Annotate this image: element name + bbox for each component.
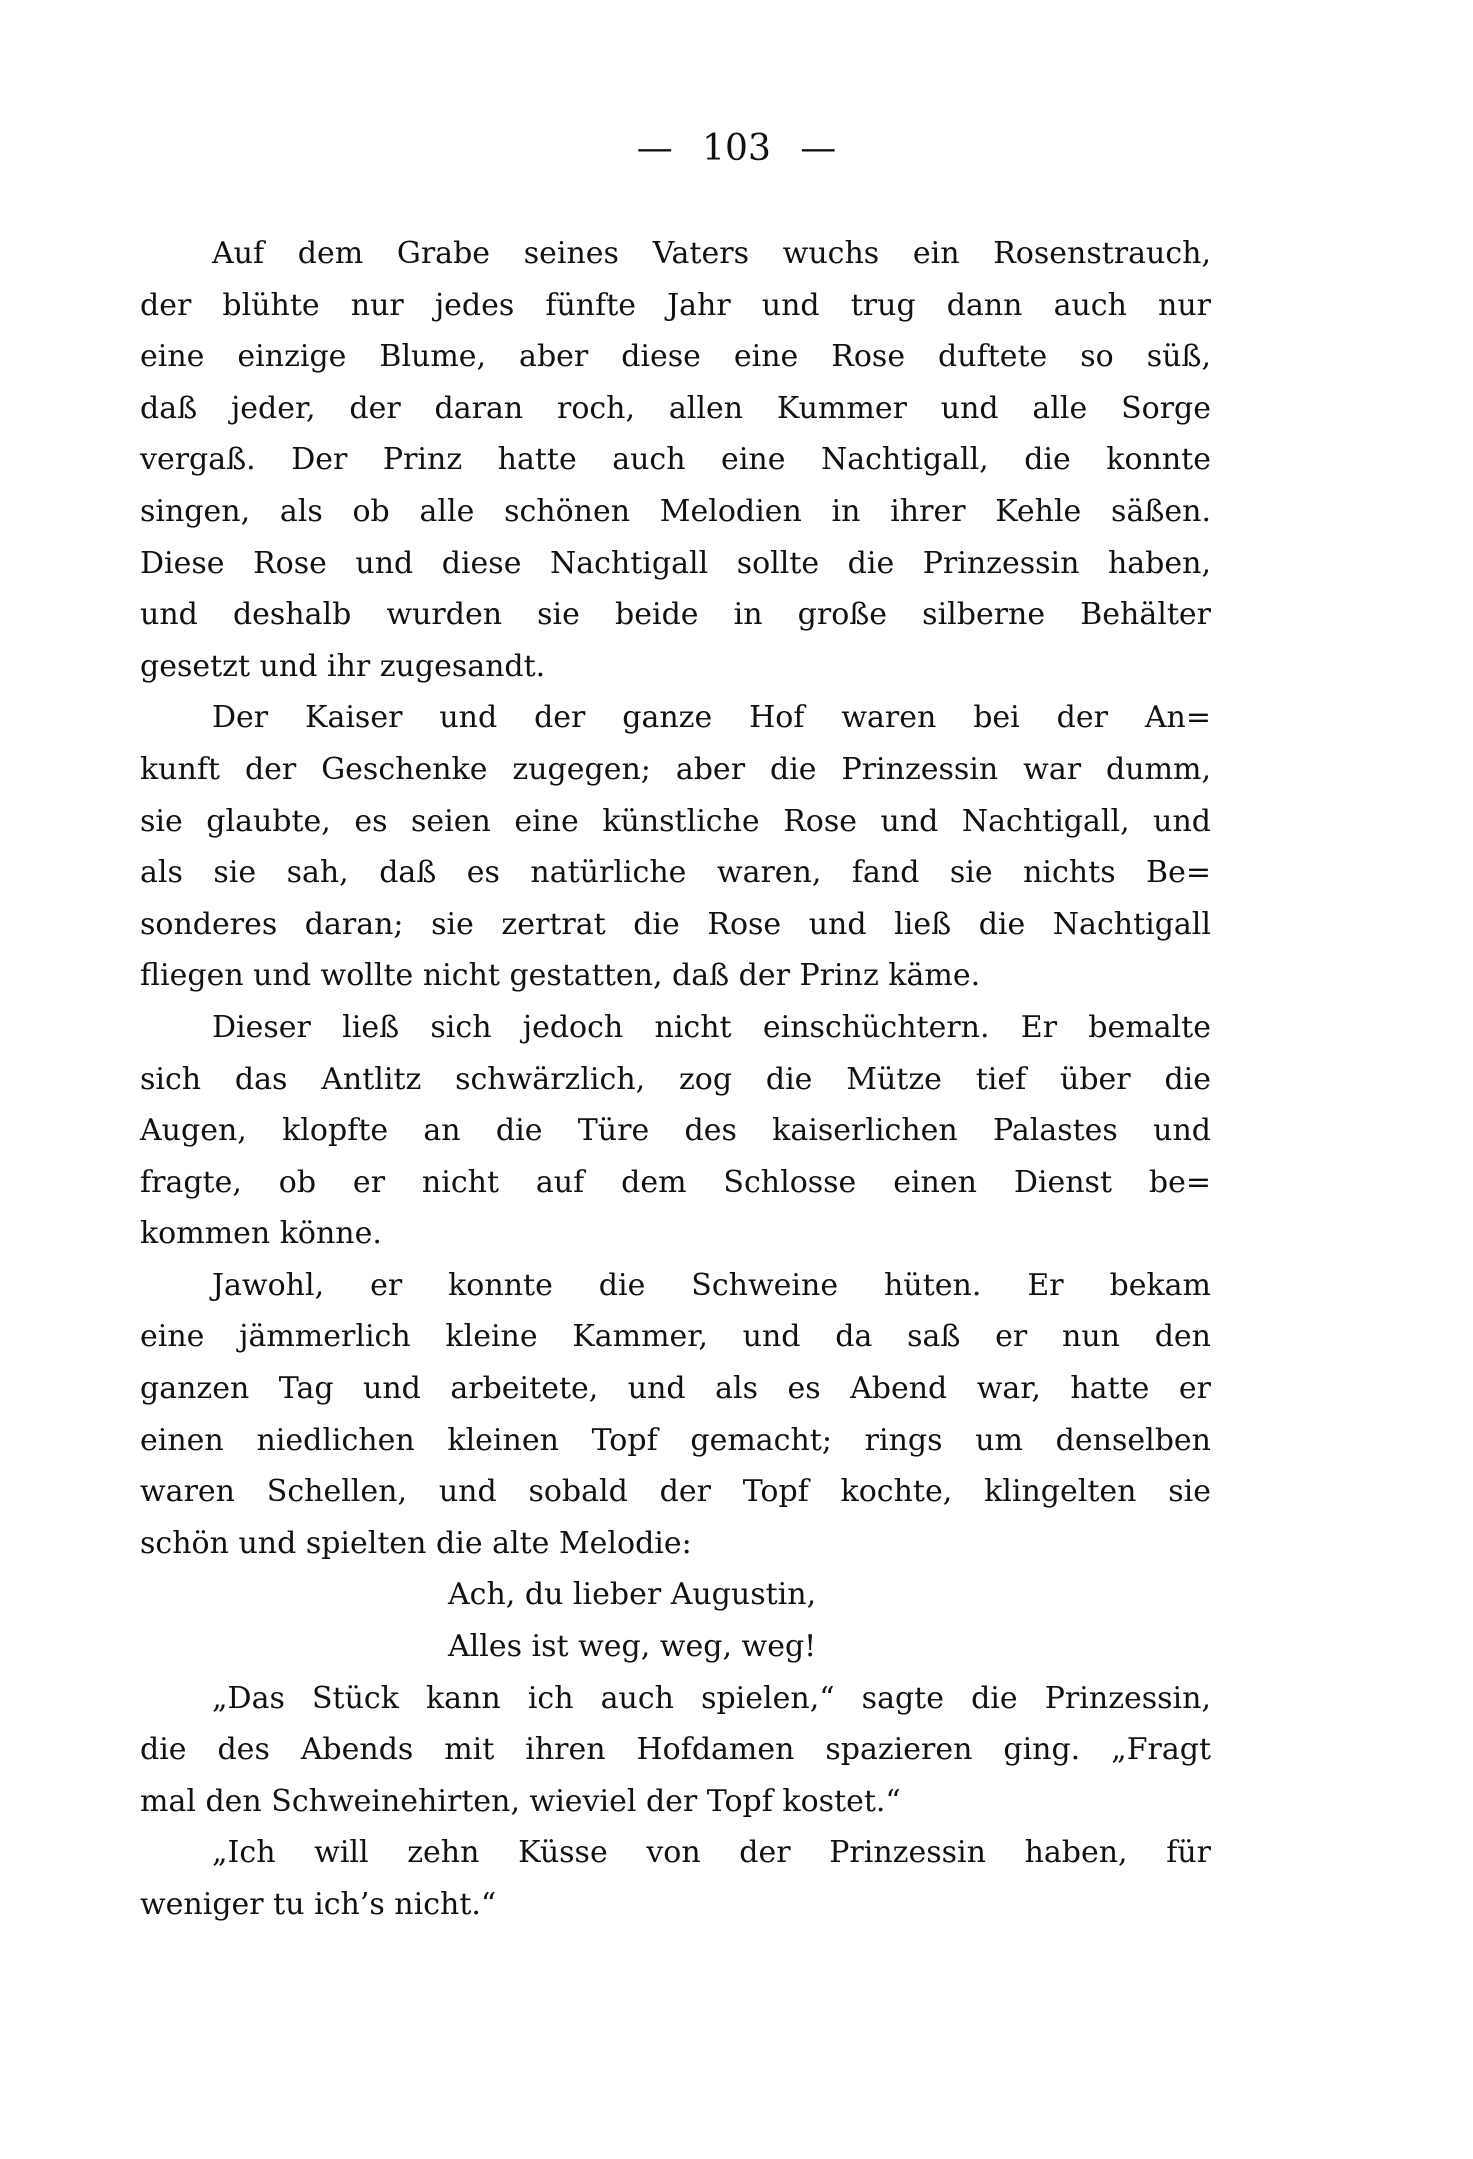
- text-line: sich das Antlitz schwärzlich, zog die Mütze tief über die: [140, 1061, 1211, 1097]
- text-line: als sie sah, daß es natürliche waren, fand sie nichts Be=: [140, 855, 1211, 891]
- text-line: ganzen Tag und arbeitete, und als es Abend war, hatte er: [140, 1371, 1211, 1407]
- text-line: singen, als ob alle schönen Melodien in ihrer Kehle säßen.: [140, 493, 1211, 529]
- text-line: Dieser ließ sich jedoch nicht einschüchtern. Er bemalte: [212, 1009, 1211, 1045]
- page-number: — 103 —: [636, 128, 837, 169]
- text-line: Auf dem Grabe seines Vaters wuchs ein Rosenstrauch,: [212, 236, 1211, 271]
- text-line: Diese Rose und diese Nachtigall sollte die Prinzessin haben,: [140, 545, 1211, 581]
- text-line: die des Abends mit ihren Hofdamen spazieren ging. „Fragt: [140, 1732, 1211, 1768]
- text-line: schön und spielten die alte Melodie:: [140, 1525, 692, 1561]
- text-line: daß jeder, der daran roch, allen Kummer und alle Sorge: [140, 390, 1211, 426]
- text-line: Augen, klopfte an die Türe des kaiserlichen Palastes und: [140, 1113, 1211, 1149]
- verse-line: Ach, du lieber Augustin,: [448, 1577, 817, 1613]
- text-line: sie glaubte, es seien eine künstliche Rose und Nachtigall, und: [140, 803, 1211, 839]
- text-line: fragte, ob er nicht auf dem Schlosse einen Dienst be=: [140, 1164, 1211, 1200]
- text-line: sonderes daran; sie zertrat die Rose und ließ die Nachtigall: [140, 906, 1211, 942]
- text-line: fliegen und wollte nicht gestatten, daß der Prinz käme.: [140, 958, 981, 994]
- text-line: Jawohl, er konnte die Schweine hüten. Er bekam: [212, 1267, 1211, 1303]
- text-line: kommen könne.: [140, 1216, 382, 1252]
- text-line: Der Kaiser und der ganze Hof waren bei der An=: [212, 700, 1211, 736]
- text-line: vergaß. Der Prinz hatte auch eine Nachtigall, die konnte: [140, 442, 1211, 478]
- text-line: waren Schellen, und sobald der Topf kochte, klingelten sie: [140, 1474, 1211, 1510]
- text-line: mal den Schweinehirten, wieviel der Topf kostet.“: [140, 1783, 901, 1819]
- text-line: einen niedlichen kleinen Topf gemacht; rings um denselben: [140, 1422, 1211, 1458]
- text-line: weniger tu ich’s nicht.“: [140, 1887, 497, 1922]
- body-text: [140, 228, 1211, 1931]
- text-line: der blühte nur jedes fünfte Jahr und trug dann auch nur: [140, 287, 1211, 323]
- text-line: eine jämmerlich kleine Kammer, und da saß er nun den: [140, 1319, 1211, 1355]
- text-line: und deshalb wurden sie beide in große silberne Behälter: [140, 597, 1211, 633]
- verse-line: Alles ist weg, weg, weg!: [448, 1629, 817, 1665]
- text-line: gesetzt und ihr zugesandt.: [140, 648, 546, 684]
- text-line: eine einzige Blume, aber diese eine Rose duftete so süß,: [140, 339, 1211, 375]
- text-line: „Ich will zehn Küsse von der Prinzessin haben, für: [212, 1835, 1211, 1871]
- text-line: kunft der Geschenke zugegen; aber die Prinzessin war dumm,: [140, 751, 1211, 787]
- text-line: „Das Stück kann ich auch spielen,“ sagte die Prinzessin,: [212, 1680, 1211, 1716]
